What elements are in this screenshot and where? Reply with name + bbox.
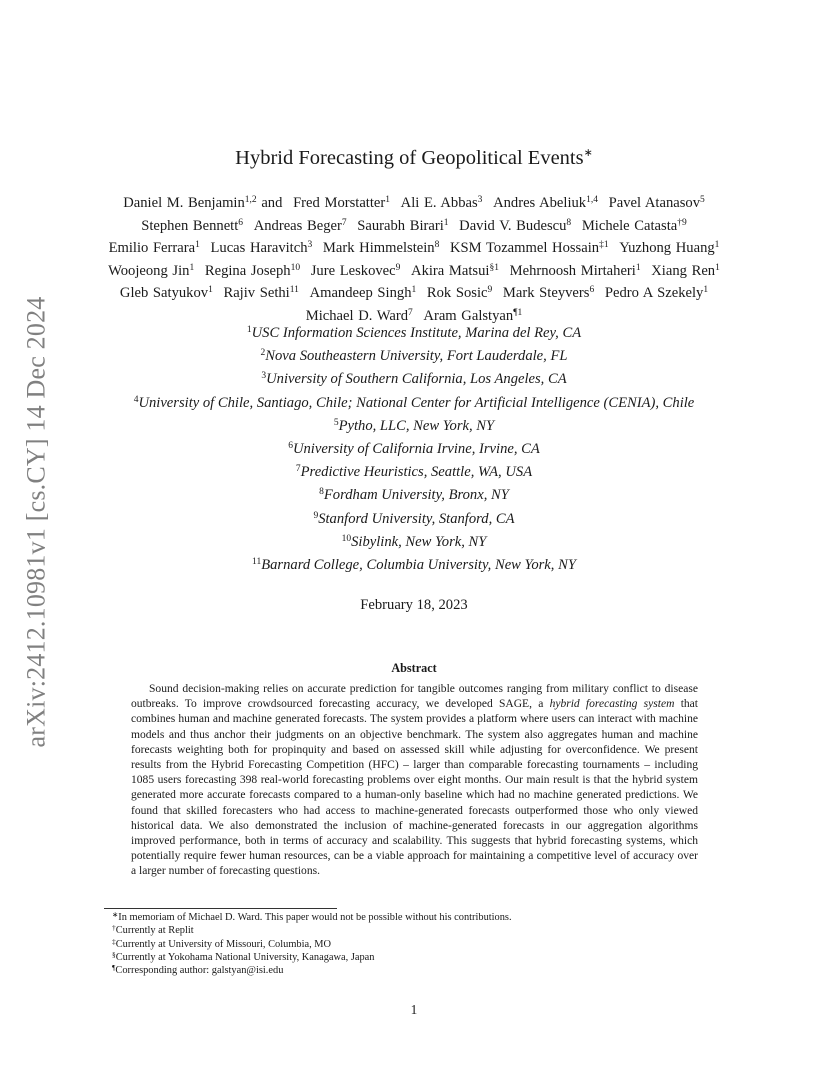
affiliation bbox=[80, 438, 748, 461]
author-affiliation-mark: 1 bbox=[189, 262, 195, 273]
author-conjunction: and bbox=[256, 195, 283, 211]
author bbox=[450, 240, 609, 256]
footnote-text: In memoriam of Michael D. Ward. This paper would not be possible without his contributions. bbox=[118, 912, 512, 923]
affiliation-text: Stanford University, Stanford, CA bbox=[318, 510, 515, 527]
author-affiliation-mark: 11 bbox=[289, 285, 299, 296]
footnote-text: Currently at University of Missouri, Columbia, MO bbox=[115, 938, 332, 950]
author-name: Amandeep Singh bbox=[309, 285, 412, 302]
author-affiliation-mark: §1 bbox=[489, 262, 499, 273]
author bbox=[205, 263, 300, 279]
affiliation-text: Pytho, LLC, New York, NY bbox=[338, 417, 495, 434]
author-name: Andreas Beger bbox=[253, 217, 342, 234]
abstract-body bbox=[131, 682, 698, 880]
author bbox=[311, 263, 401, 279]
footnote bbox=[112, 911, 712, 924]
affiliation-text: USC Information Sciences Institute, Marina del Rey, CA bbox=[251, 325, 582, 341]
author-name: Pavel Atanasov bbox=[608, 195, 701, 211]
author bbox=[619, 240, 719, 256]
author-affiliation-mark: †9 bbox=[677, 217, 687, 228]
affiliation-text: Barnard College, Columbia University, New York, NY bbox=[261, 556, 576, 573]
author-name: Mehrnoosh Mirtaheri bbox=[509, 262, 636, 279]
footnote-mark: § bbox=[112, 949, 116, 959]
affiliation bbox=[80, 368, 748, 391]
author-name: Daniel M. Benjamin bbox=[123, 195, 245, 211]
footnote-mark: ∗ bbox=[112, 910, 119, 919]
affiliation-number: 9 bbox=[313, 510, 319, 521]
author-affiliation-mark: 6 bbox=[238, 217, 244, 228]
author-affiliation-mark: ‡1 bbox=[599, 240, 609, 251]
author bbox=[503, 285, 594, 301]
affiliation-number: 11 bbox=[252, 556, 262, 567]
author-affiliation-mark: 6 bbox=[589, 285, 595, 296]
author-name: Pedro A Szekely bbox=[604, 285, 704, 302]
paper-date: February 18, 2023 bbox=[360, 597, 468, 613]
author bbox=[109, 240, 200, 256]
affiliation bbox=[80, 461, 748, 484]
author-affiliation-mark: 8 bbox=[434, 240, 440, 251]
author-name: Andres Abeliuk bbox=[493, 195, 587, 211]
author bbox=[210, 240, 312, 256]
author bbox=[401, 195, 483, 211]
author bbox=[108, 263, 194, 279]
affiliation-number: 4 bbox=[133, 394, 139, 405]
author-affiliation-mark: 3 bbox=[477, 195, 483, 205]
affiliation bbox=[80, 554, 748, 577]
author-affiliation-mark: 8 bbox=[566, 217, 572, 228]
author-affiliation-mark: 3 bbox=[307, 240, 313, 251]
author-affiliation-mark: 10 bbox=[290, 262, 301, 273]
arxiv-watermark-text: arXiv:2412.10981v1 [cs.CY] 14 Dec 2024 bbox=[21, 296, 51, 748]
abstract-emphasis: hybrid forecasting system bbox=[549, 698, 675, 711]
author-name: Regina Joseph bbox=[204, 262, 291, 279]
author-name: Lucas Haravitch bbox=[210, 240, 308, 257]
author bbox=[609, 195, 705, 211]
author bbox=[459, 218, 571, 234]
footnote-mark: † bbox=[112, 923, 116, 933]
affiliation bbox=[80, 345, 748, 368]
author-affiliation-mark: 1 bbox=[443, 217, 449, 228]
page-number: 1 bbox=[410, 1002, 418, 1017]
author-affiliation-mark: 1,2 bbox=[244, 195, 257, 205]
footnote bbox=[112, 951, 712, 964]
author-affiliation-mark: 1 bbox=[411, 285, 417, 296]
author-list bbox=[95, 192, 733, 328]
author-affiliation-mark: 1 bbox=[715, 262, 720, 273]
affiliation-number: 8 bbox=[319, 487, 324, 498]
author bbox=[510, 263, 641, 279]
author-name: Fred Morstatter bbox=[293, 195, 386, 211]
footnote-rule bbox=[104, 908, 337, 909]
affiliation-number: 3 bbox=[261, 371, 267, 382]
author-affiliation-mark: ¶1 bbox=[513, 307, 523, 318]
footnote-mark: ¶ bbox=[112, 963, 116, 973]
affiliation-text: Fordham University, Bronx, NY bbox=[323, 487, 509, 504]
author-affiliation-mark: 1 bbox=[714, 240, 720, 251]
author bbox=[141, 218, 243, 234]
author-affiliation-mark: 1 bbox=[385, 195, 391, 205]
affiliation-text: University of California Irvine, Irvine, CA bbox=[292, 440, 540, 457]
author bbox=[254, 218, 347, 234]
author-name: Rok Sosic bbox=[426, 285, 488, 302]
affiliation-text: Sibylink, New York, NY bbox=[351, 533, 487, 550]
author bbox=[223, 285, 298, 301]
author-name: Woojeong Jin bbox=[108, 262, 190, 279]
author-affiliation-mark: 9 bbox=[487, 285, 493, 296]
affiliation-number: 5 bbox=[333, 417, 339, 428]
author-name: Emilio Ferrara bbox=[108, 240, 196, 257]
author bbox=[651, 263, 720, 279]
title-footnote-mark: ∗ bbox=[583, 147, 593, 159]
author-name: Gleb Satyukov bbox=[119, 285, 209, 302]
author bbox=[493, 195, 598, 211]
author bbox=[582, 218, 687, 234]
affiliation bbox=[80, 508, 748, 531]
author-name: Stephen Bennett bbox=[141, 217, 239, 234]
footnote bbox=[112, 938, 712, 951]
author-name: Aram Galstyan bbox=[423, 307, 514, 324]
author-name: David V. Budescu bbox=[459, 217, 567, 234]
author-name: Rajiv Sethi bbox=[223, 285, 290, 302]
affiliation-number: 10 bbox=[341, 533, 352, 544]
author bbox=[357, 218, 448, 234]
abstract-text-part1: Sound decision-making relies on accurate prediction for tangible outcomes ranging from military conflict to disease outbreaks. To improve crowdsourced forecasting accuracy, we developed SAGE, a bbox=[131, 683, 698, 711]
author bbox=[411, 263, 499, 279]
author bbox=[120, 285, 213, 301]
author-name: KSM Tozammel Hossain bbox=[449, 240, 600, 257]
author-affiliation-mark: 1 bbox=[635, 262, 641, 273]
author-affiliation-mark: 1 bbox=[195, 240, 200, 251]
affiliation bbox=[80, 322, 748, 345]
author-affiliation-mark: 1 bbox=[703, 285, 709, 296]
author bbox=[427, 285, 492, 301]
affiliation-text: University of Southern California, Los Angeles, CA bbox=[266, 371, 567, 388]
abstract-heading: Abstract bbox=[391, 661, 437, 675]
footnote-text: Currently at Replit bbox=[115, 925, 194, 937]
author-name: Mark Steyvers bbox=[502, 285, 590, 302]
author bbox=[293, 195, 390, 211]
footnote-mark: ‡ bbox=[112, 936, 116, 946]
author bbox=[323, 240, 439, 256]
arxiv-watermark bbox=[16, 284, 56, 760]
abstract-text-part2: that combines human and machine generated forecasts. The system provides a platform where users can interact with machine models and thus anchor their judgments on an objective benchmark. The system also aggregates human and machine forecasts weighting both for propinquity and based on assessed skill while adjusting for overconfidence. We present results from the Hybrid Forecasting Competition (HFC) – larger than comparable forecasting tournaments – including 1085 users forecasting 398 real-world forecasting problems over eight months. Our main result is that the hybrid system generated more accurate forecasts compared to a human-only baseline which had no machine generated predictions. We found that skilled forecasters who had access to machine-generated forecasts outperformed those who only viewed historical data. We also demonstrated the inclusion of machine-generated forecasts in our aggregation algorithms improved performance, both in terms of accuracy and scalability. This suggests that hybrid forecasting systems, which potentially require fewer human resources, can be a viable approach for maintaining a competitive level of accuracy over a larger number of forecasting questions. bbox=[131, 698, 699, 878]
author-name: Ali E. Abbas bbox=[400, 195, 478, 211]
affiliation-number: 1 bbox=[246, 325, 252, 335]
author-affiliation-mark: 1 bbox=[208, 285, 213, 296]
affiliation-text: Predictive Heuristics, Seattle, WA, USA bbox=[300, 464, 533, 481]
author-name: Mark Himmelstein bbox=[322, 240, 435, 257]
affiliation-number: 6 bbox=[288, 440, 293, 451]
author-name: Michael D. Ward bbox=[305, 307, 409, 324]
footnote bbox=[112, 964, 712, 977]
paper-title-text: Hybrid Forecasting of Geopolitical Events bbox=[235, 147, 584, 169]
affiliation-number: 2 bbox=[260, 348, 266, 359]
affiliation-list bbox=[80, 322, 748, 577]
affiliation bbox=[80, 415, 748, 438]
affiliation bbox=[80, 392, 748, 415]
author-affiliation-mark: 1,4 bbox=[586, 195, 598, 205]
footnote bbox=[112, 924, 712, 937]
author-name: Saurabh Birari bbox=[357, 217, 444, 234]
author-name: Jure Leskovec bbox=[310, 262, 396, 279]
author-name: Yuzhong Huang bbox=[619, 240, 715, 257]
footnote-text: Currently at Yokohama National University, Kanagawa, Japan bbox=[115, 951, 375, 963]
paper-title bbox=[0, 147, 828, 170]
footnote-list bbox=[112, 911, 712, 977]
author-affiliation-mark: 7 bbox=[341, 217, 347, 228]
affiliation-text: University of Chile, Santiago, Chile; National Center for Artificial Intelligence (CENIA), Chile bbox=[138, 394, 695, 411]
author-name: Akira Matsui bbox=[411, 262, 490, 279]
affiliation-number: 7 bbox=[295, 464, 301, 475]
affiliation bbox=[80, 484, 748, 507]
author-affiliation-mark: 9 bbox=[395, 262, 401, 273]
author bbox=[123, 195, 282, 211]
affiliation-text: Nova Southeastern University, Fort Lauderdale, FL bbox=[265, 348, 568, 365]
affiliation bbox=[80, 531, 748, 554]
author-affiliation-mark: 7 bbox=[408, 307, 413, 318]
author bbox=[310, 285, 417, 301]
author-name: Xiang Ren bbox=[651, 262, 716, 279]
author-affiliation-mark: 5 bbox=[700, 195, 705, 205]
author-name: Michele Catasta bbox=[581, 217, 678, 234]
footnote-text: Corresponding author: galstyan@isi.edu bbox=[115, 965, 284, 977]
author bbox=[605, 285, 708, 301]
